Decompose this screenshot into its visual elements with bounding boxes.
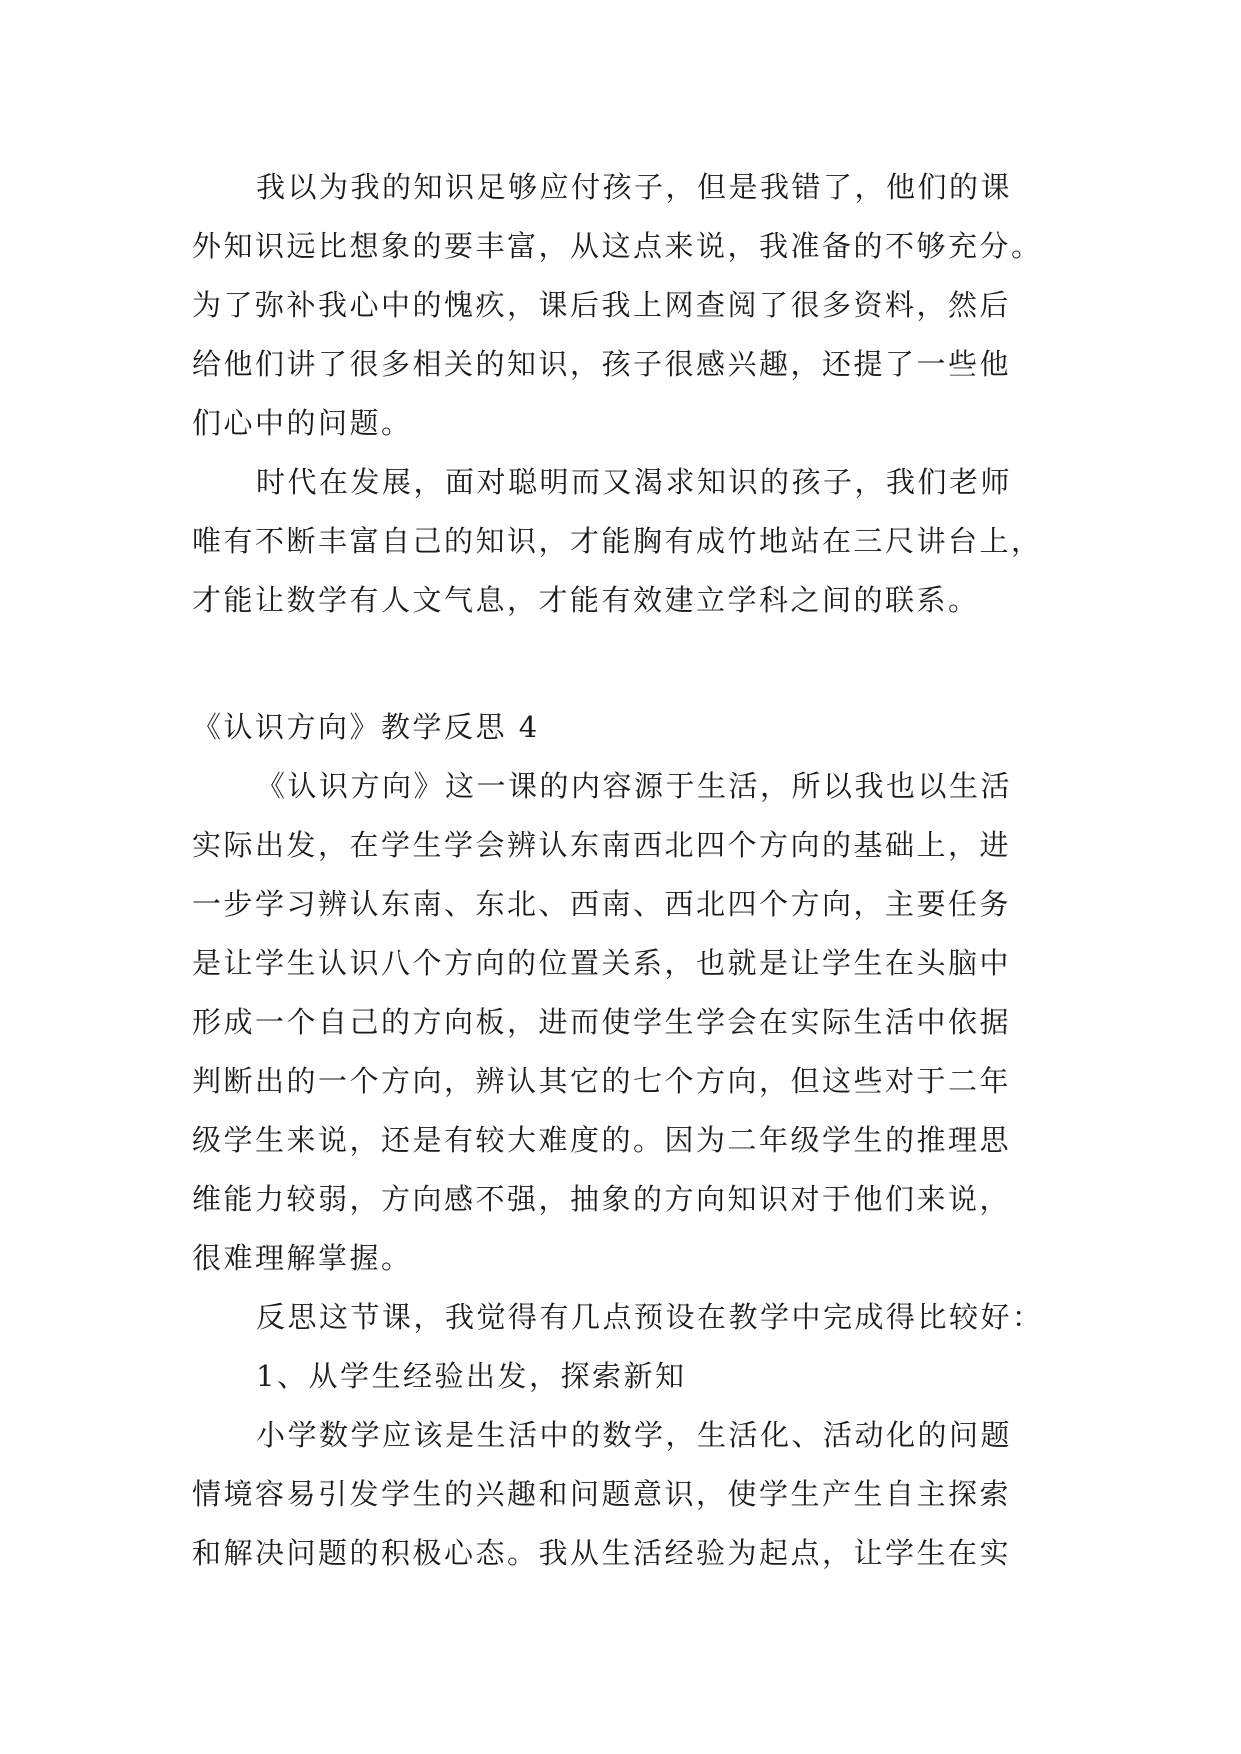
section-spacer (192, 630, 1052, 689)
text-line: 一步学习辨认东南、东北、西南、西北四个方向，主要任务 (192, 887, 1012, 921)
text-line: 为了弥补我心中的愧疚，课后我上网查阅了很多资料，然后 (192, 288, 1012, 322)
text-line: 判断出的一个方向，辨认其它的七个方向，但这些对于二年 (192, 1064, 1012, 1098)
text-line: 实际出发，在学生学会辨认东南西北四个方向的基础上，进 (192, 828, 1012, 862)
text-line: 形成一个自己的方向板，进而使学生学会在实际生活中依据 (192, 1005, 1012, 1039)
text-line: 反思这节课，我觉得有几点预设在教学中完成得比较好： (256, 1300, 1044, 1334)
text-line: 外知识远比想象的要丰富，从这点来说，我准备的不够充分。 (192, 229, 1043, 263)
list-item-heading: 1、从学生经验出发，探索新知 (256, 1359, 687, 1393)
paragraph-life-math (192, 1406, 1052, 1583)
text-line: 唯有不断丰富自己的知识，才能胸有成竹地站在三尺讲台上， (192, 524, 1043, 558)
paragraph-direction-lesson (192, 757, 1052, 1288)
text-line: 们心中的问题。 (192, 406, 413, 440)
text-line: 情境容易引发学生的兴趣和问题意识，使学生产生自主探索 (192, 1477, 1012, 1511)
paragraph-knowledge (192, 158, 1052, 453)
text-line: 是让学生认识八个方向的位置关系，也就是让学生在头脑中 (192, 946, 1012, 980)
text-line: 很难理解掌握。 (192, 1241, 413, 1275)
text-line: 我以为我的知识足够应付孩子，但是我错了，他们的课 (256, 170, 1013, 204)
text-line: 给他们讲了很多相关的知识，孩子很感兴趣，还提了一些他 (192, 347, 1012, 381)
paragraph-reflection (192, 1288, 1052, 1347)
text-line: 时代在发展，面对聪明而又渴求知识的孩子，我们老师 (256, 465, 1013, 499)
text-line: 《认识方向》这一课的内容源于生活，所以我也以生活 (256, 769, 1013, 803)
paragraph-era (192, 453, 1052, 630)
text-line: 小学数学应该是生活中的数学，生活化、活动化的问题 (256, 1418, 1013, 1452)
text-line: 级学生来说，还是有较大难度的。因为二年级学生的推理思 (192, 1123, 1012, 1157)
document-body (192, 158, 1052, 1583)
section-title: 《认识方向》教学反思 4 (192, 710, 540, 744)
text-line: 才能让数学有人文气息，才能有效建立学科之间的联系。 (192, 583, 980, 617)
text-line: 维能力较弱，方向感不强，抽象的方向知识对于他们来说， (192, 1182, 1012, 1216)
text-line: 和解决问题的积极心态。我从生活经验为起点，让学生在实 (192, 1536, 1012, 1570)
